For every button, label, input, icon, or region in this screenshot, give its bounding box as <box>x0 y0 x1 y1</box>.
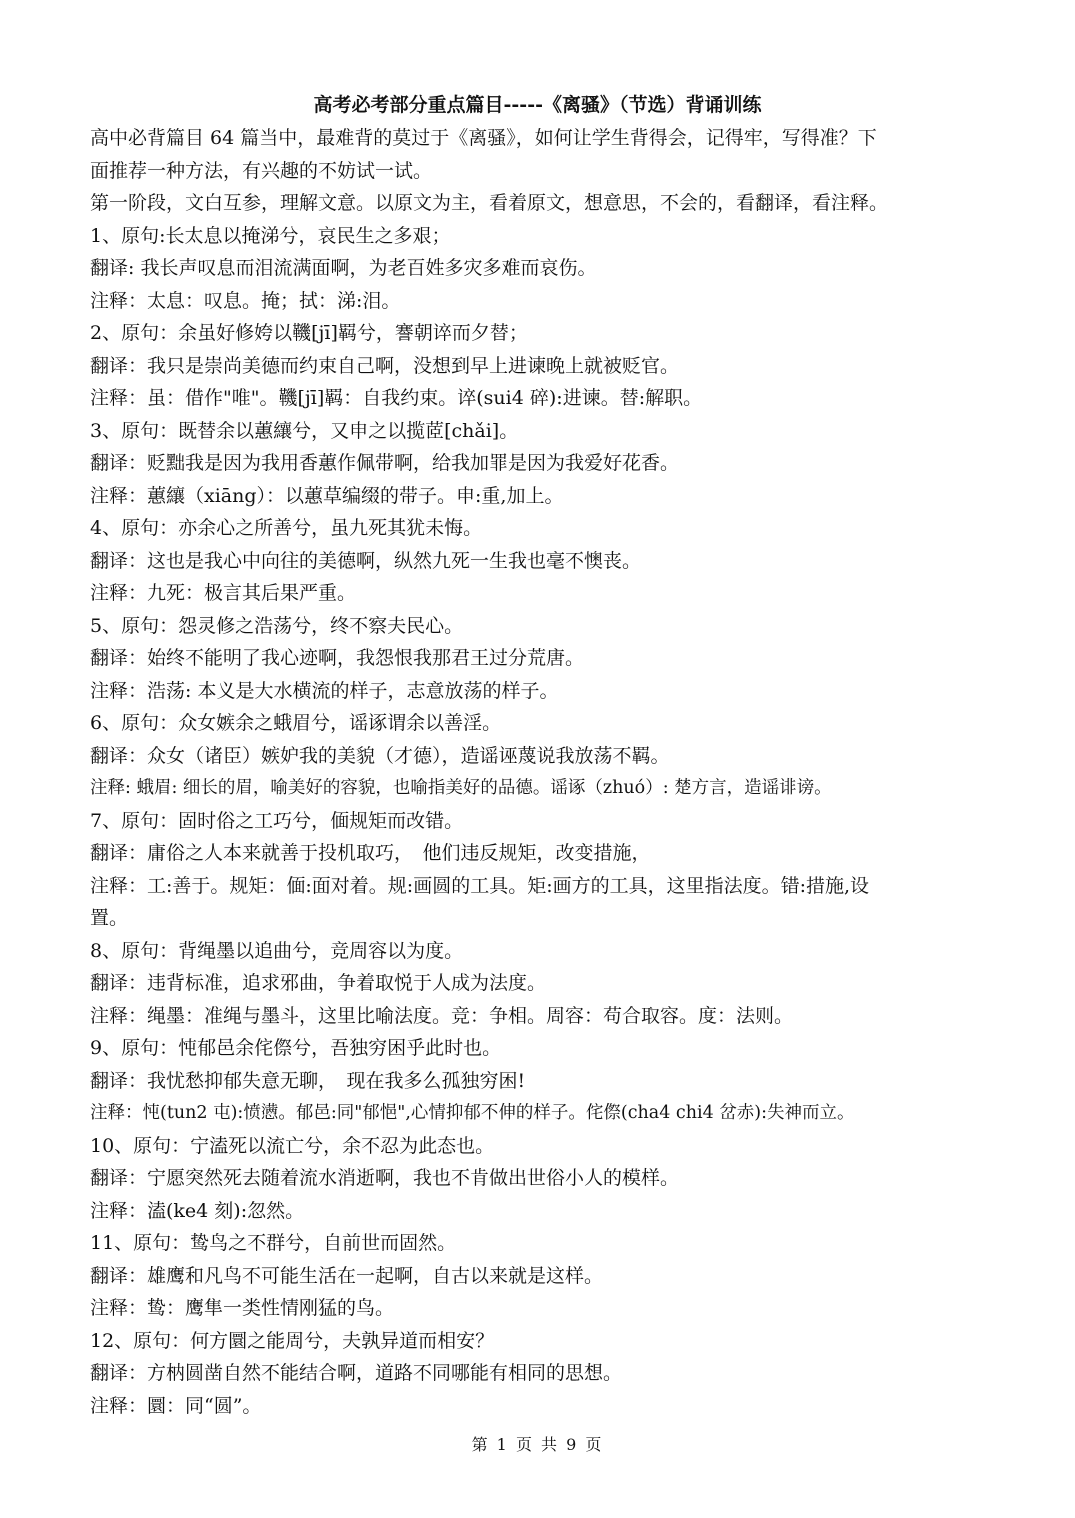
item-12-note: 注释：圜：同“圆”。 <box>90 1394 262 1417</box>
stage-one-heading: 第一阶段，文白互参，理解文意。以原文为主，看着原文，想意思，不会的，看翻译，看注释。 <box>90 192 889 214</box>
item-10-original: 10、原句：宁溘死以流亡兮，余不忍为此态也。 <box>90 1134 495 1157</box>
item-1-translation: 翻译: 我长声叹息而泪流满面啊，为老百姓多灾多难而哀伤。 <box>90 257 597 279</box>
page-footer: 第 1 页 共 9 页 <box>471 1435 604 1454</box>
item-1-note: 注释：太息：叹息。掩；拭：涕:泪。 <box>90 289 401 312</box>
item-3-original: 3、原句：既替余以蕙纕兮，又申之以揽茝[chǎi]。 <box>90 419 519 442</box>
document-body <box>90 122 990 1422</box>
item-7-note-continued: 置。 <box>90 907 129 929</box>
item-5-original: 5、原句：怨灵修之浩荡兮，终不察夫民心。 <box>90 614 464 637</box>
item-11-translation: 翻译：雄鹰和凡鸟不可能生活在一起啊，自古以来就是这样。 <box>90 1264 604 1287</box>
item-6-translation: 翻译：众女（诸臣）嫉妒我的美貌（才德），造谣诬蔑说我放荡不羁。 <box>90 744 670 767</box>
item-11-note: 注释：鸷：鹰隼一类性情刚猛的鸟。 <box>90 1297 395 1319</box>
item-4-note: 注释：九死：极言其后果严重。 <box>90 582 357 604</box>
item-12-translation: 翻译：方枘圆凿自然不能结合啊，道路不同哪能有相同的思想。 <box>90 1362 623 1384</box>
item-8-note: 注释：绳墨：准绳与墨斗，这里比喻法度。竞：争相。周容：苟合取容。度：法则。 <box>90 1004 794 1027</box>
item-2-original: 2、原句：余虽好修姱以鞿[jī]羁兮，謇朝谇而夕替； <box>90 322 528 344</box>
item-4-translation: 翻译：这也是我心中向往的美德啊，纵然九死一生我也毫不懊丧。 <box>90 549 642 572</box>
item-8-original: 8、原句：背绳墨以追曲兮，竞周容以为度。 <box>90 939 464 962</box>
item-10-translation: 翻译：宁愿突然死去随着流水消逝啊，我也不肯做出世俗小人的模样。 <box>90 1167 680 1189</box>
item-5-translation: 翻译：始终不能明了我心迹啊，我怨恨我那君王过分荒唐。 <box>90 647 585 669</box>
item-7-translation: 翻译：庸俗之人本来就善于投机取巧， 他们违反规矩，改变措施， <box>90 842 651 864</box>
intro-line-1: 高中必背篇目 64 篇当中，最难背的莫过于《离骚》，如何让学生背得会，记得牢，写得准？下 <box>90 127 877 149</box>
item-1-original: 1、原句:长太息以掩涕兮，哀民生之多艰； <box>90 224 451 247</box>
item-10-note: 注释：溘(ke4 刻):忽然。 <box>90 1199 305 1222</box>
item-5-note: 注释：浩荡: 本义是大水横流的样子，志意放荡的样子。 <box>90 679 559 702</box>
item-7-original: 7、原句：固时俗之工巧兮，偭规矩而改错。 <box>90 809 464 832</box>
item-2-translation: 翻译：我只是崇尚美德而约束自己啊，没想到早上进谏晚上就被贬官。 <box>90 354 680 377</box>
item-7-note: 注释：工:善于。规矩：偭:面对着。规:画圆的工具。矩:画方的工具，这里指法度。错:措施,设 <box>90 874 870 897</box>
item-4-original: 4、原句：亦余心之所善兮，虽九死其犹未悔。 <box>90 517 483 539</box>
document-title: 高考必考部分重点篇目-----《离骚》（节选）背诵训练 <box>313 94 762 116</box>
item-11-original: 11、原句：鸷鸟之不群兮，自前世而固然。 <box>90 1232 457 1254</box>
item-2-note: 注释：虽：借作"唯"。鞿[jī]羁：自我约束。谇(sui4 碎):进谏。替:解职。 <box>90 387 703 409</box>
item-9-note: 注释：忳(tun2 屯):愤懑。郁邑:同"郁悒",心情抑郁不伸的样子。侘傺(cha4 chi4 岔赤):失神而立。 <box>90 1103 855 1123</box>
item-8-translation: 翻译：违背标准，追求邪曲，争着取悦于人成为法度。 <box>90 972 547 994</box>
item-3-translation: 翻译：贬黜我是因为我用香蕙作佩带啊，给我加罪是因为我爱好花香。 <box>90 452 680 474</box>
item-9-translation: 翻译：我忧愁抑郁失意无聊， 现在我多么孤独穷困! <box>90 1069 526 1092</box>
item-6-note: 注释: 蛾眉: 细长的眉，喻美好的容貌，也喻指美好的品德。谣诼（zhuó）: 楚方言，造谣诽谤。 <box>90 778 832 798</box>
item-6-original: 6、原句：众女嫉余之蛾眉兮，谣诼谓余以善淫。 <box>90 712 502 734</box>
item-9-original: 9、原句：忳郁邑余侘傺兮，吾独穷困乎此时也。 <box>90 1037 502 1059</box>
item-3-note: 注释：蕙纕（xiāng）：以蕙草编缀的带子。申:重,加上。 <box>90 484 564 507</box>
intro-line-2: 面推荐一种方法，有兴趣的不妨试一试。 <box>90 159 433 182</box>
item-12-original: 12、原句：何方圜之能周兮，夫孰异道而相安？ <box>90 1329 495 1352</box>
